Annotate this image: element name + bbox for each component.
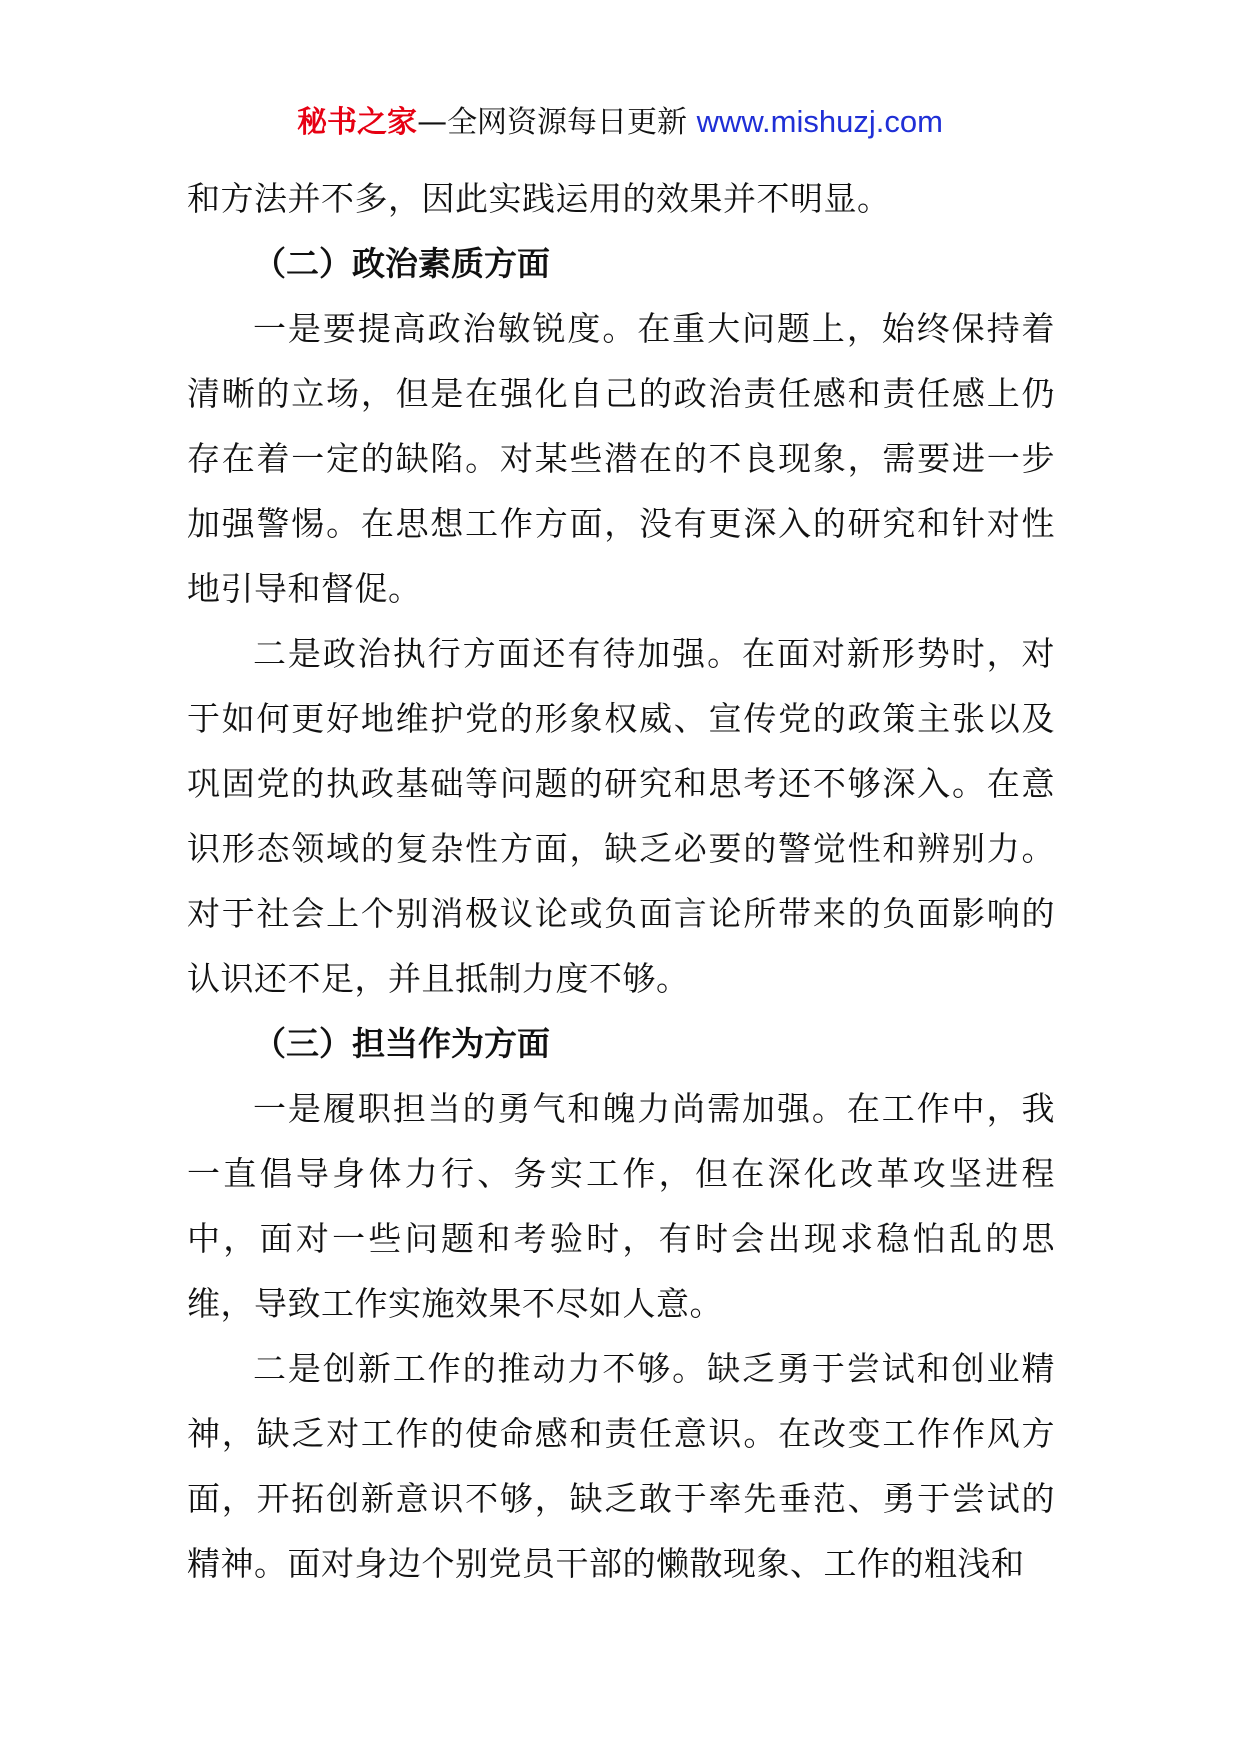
paragraph-courage: 一是履职担当的勇气和魄力尚需加强。在工作中，我一直倡导身体力行、务实工作，但在深化改革攻坚进程中，面对一些问题和考验时，有时会出现求稳怕乱的思维，导致工作实施效果不尽如人意。 bbox=[187, 1089, 1055, 1323]
paragraph-political-sensitivity: 一是要提高政治敏锐度。在重大问题上，始终保持着清晰的立场，但是在强化自己的政治责任感和责任感上仍存在着一定的缺陷。对某些潜在的不良现象，需要进一步加强警惕。在思想工作方面，没有更深入的研究和针对性地引导和督促。 bbox=[187, 309, 1055, 608]
paragraph-political-execution: 二是政治执行方面还有待加强。在面对新形势时，对于如何更好地维护党的形象权威、宣传党的政策主张以及巩固党的执政基础等问题的研究和思考还不够深入。在意识形态领域的复杂性方面，缺乏必要的警觉性和辨别力。对于社会上个别消极议论或负面言论所带来的负面影响的认识还不足，并且抵制力度不够。 bbox=[187, 634, 1055, 998]
document-body bbox=[187, 166, 1055, 1596]
paragraph-innovation: 二是创新工作的推动力不够。缺乏勇于尝试和创业精神，缺乏对工作的使命感和责任意识。在改变工作作风方面，开拓创新意识不够，缺乏敢于率先垂范、勇于尝试的精神。面对身边个别党员干部的懒散现象、工作的粗浅和 bbox=[187, 1349, 1055, 1583]
section-heading-political-quality: （二）政治素质方面 bbox=[253, 244, 550, 283]
site-url-link[interactable]: www.mishuzj.com bbox=[696, 104, 943, 139]
brand-name: 秘书之家 bbox=[297, 105, 418, 140]
site-header bbox=[0, 102, 1240, 143]
section-heading-responsibility: （三）担当作为方面 bbox=[253, 1024, 550, 1063]
header-tagline: —全网资源每日更新 bbox=[417, 105, 697, 140]
paragraph-continued: 和方法并不多，因此实践运用的效果并不明显。 bbox=[187, 179, 891, 218]
